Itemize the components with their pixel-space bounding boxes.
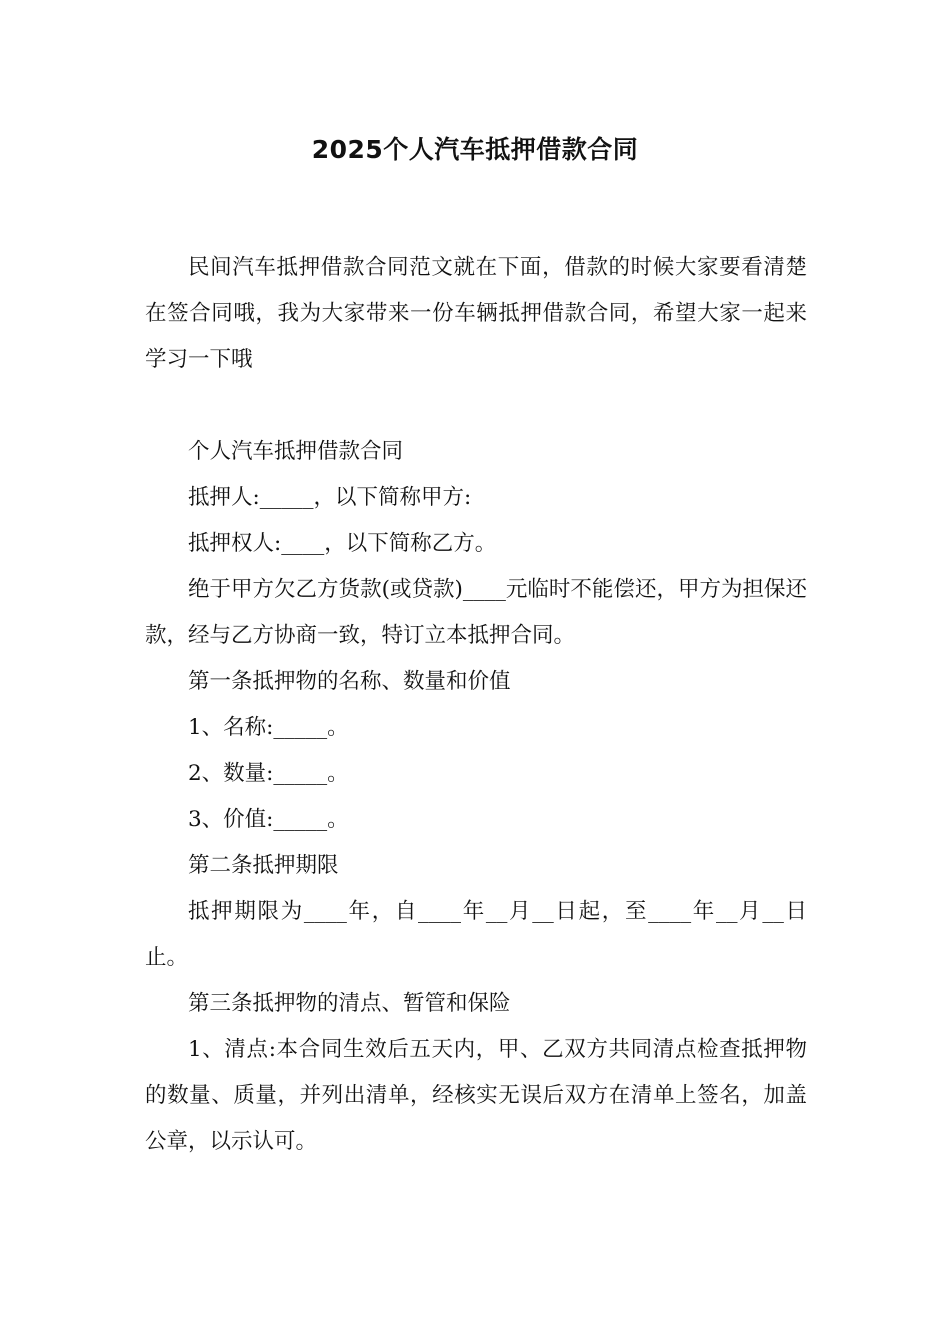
preamble-paragraph: 绝于甲方欠乙方货款(或贷款)____元临时不能偿还，甲方为担保还款，经与乙方协商一致，特订立本抵押合同。: [145, 577, 807, 648]
article-1-item-quantity: 2、数量:_____。: [188, 761, 349, 786]
mortgagee-line: 抵押权人:____，以下简称乙方。: [188, 531, 497, 556]
article-3-item-inventory: 1、清点:本合同生效后五天内，甲、乙双方共同清点检查抵押物的数量、质量，并列出清单，经核实无误后双方在清单上签名，加盖公章，以示认可。: [145, 1037, 807, 1154]
article-3-heading: 第三条抵押物的清点、暂管和保险: [188, 991, 511, 1016]
article-2-heading: 第二条抵押期限: [188, 853, 339, 878]
document-title: 2025个人汽车抵押借款合同: [311, 135, 639, 164]
intro-paragraph: 民间汽车抵押借款合同范文就在下面，借款的时候大家要看清楚在签合同哦，我为大家带来一份车辆抵押借款合同，希望大家一起来学习一下哦: [145, 255, 807, 372]
article-2-term-paragraph: 抵押期限为____年，自____年__月__日起，至____年__月__日止。: [145, 899, 807, 970]
article-1-item-value: 3、价值:_____。: [188, 807, 349, 832]
contract-heading: 个人汽车抵押借款合同: [188, 439, 404, 464]
article-1-item-name: 1、名称:_____。: [188, 715, 349, 740]
mortgagor-line: 抵押人:_____，以下简称甲方:: [188, 485, 472, 510]
document-body: [145, 245, 807, 1165]
article-1-heading: 第一条抵押物的名称、数量和价值: [188, 669, 511, 694]
